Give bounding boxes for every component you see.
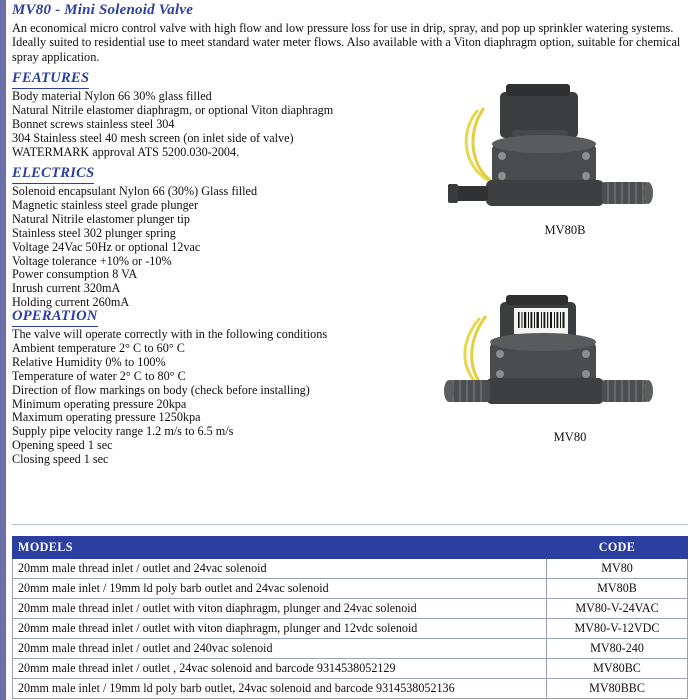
list-item: Minimum operating pressure 20kpa bbox=[12, 396, 187, 411]
table-row bbox=[13, 579, 688, 599]
list-item: Stainless steel 302 plunger spring bbox=[12, 225, 176, 240]
list-item: Voltage tolerance +10% or -10% bbox=[12, 253, 172, 268]
valve-illustration-mv80b bbox=[440, 70, 690, 230]
list-item: Direction of flow markings on body (check before installing) bbox=[12, 382, 310, 397]
cell-model: 20mm male thread inlet / outlet , 24vac solenoid and barcode 9314538052129 bbox=[13, 659, 547, 679]
valve-illustration-mv80 bbox=[440, 290, 690, 440]
cell-code: MV80B bbox=[547, 579, 688, 599]
cell-code: MV80BBC bbox=[547, 679, 688, 699]
list-item: Voltage 24Vac 50Hz or optional 12vac bbox=[12, 239, 201, 254]
table-row bbox=[13, 599, 688, 619]
product-photo-mv80 bbox=[440, 290, 690, 440]
divider bbox=[12, 524, 688, 525]
section-heading-electrics-label: ELECTRICS bbox=[12, 165, 94, 184]
cell-model: 20mm male thread inlet / outlet and 24vac solenoid bbox=[13, 559, 547, 579]
list-item: Supply pipe velocity range 1.2 m/s to 6.5 m/s bbox=[12, 424, 234, 439]
table-row bbox=[13, 659, 688, 679]
figure-caption-mv80b: MV80B bbox=[544, 223, 586, 237]
cell-code: MV80-V-24VAC bbox=[547, 599, 688, 619]
features-list bbox=[12, 90, 333, 160]
list-item: Closing speed 1 sec bbox=[12, 452, 109, 467]
list-item: Opening speed 1 sec bbox=[12, 438, 113, 453]
models-table bbox=[12, 536, 688, 699]
table-row bbox=[13, 619, 688, 639]
list-item: Maximum operating pressure 1250kpa bbox=[12, 410, 201, 425]
cell-code: MV80BC bbox=[547, 659, 688, 679]
section-heading-features bbox=[12, 70, 89, 89]
cell-model: 20mm male inlet / 19mm ld poly barb outlet and 24vac solenoid bbox=[13, 579, 547, 599]
list-item: The valve will operate correctly with in the following conditions bbox=[12, 327, 328, 341]
list-item: Solenoid encapsulant Nylon 66 (30%) Glass filled bbox=[12, 184, 258, 198]
column-header-models: MODELS bbox=[13, 537, 547, 559]
section-heading-electrics bbox=[12, 165, 94, 184]
intro-paragraph: An economical micro control valve with high flow and low pressure loss for use in drip, spray, and pop up sprinkler watering systems. Ideally suited to residential use to meet standard water meter flows. Also available with a Viton diaphragm option, suitable for chemical spray application. bbox=[12, 21, 681, 64]
section-heading-operation bbox=[12, 308, 98, 327]
cell-code: MV80-V-12VDC bbox=[547, 619, 688, 639]
list-item: Body material Nylon 66 30% glass filled bbox=[12, 89, 212, 103]
list-item: Natural Nitrile elastomer plunger tip bbox=[12, 211, 191, 226]
column-header-code: CODE bbox=[547, 537, 688, 559]
list-item: Holding current 260mA bbox=[12, 295, 130, 310]
list-item: WATERMARK approval ATS 5200.030-2004. bbox=[12, 144, 240, 159]
operation-list bbox=[12, 328, 327, 467]
list-item: Bonnet screws stainless steel 304 bbox=[12, 116, 175, 131]
cell-model: 20mm male thread inlet / outlet with viton diaphragm, plunger and 24vac solenoid bbox=[13, 599, 547, 619]
cell-model: 20mm male thread inlet / outlet with viton diaphragm, plunger and 12vdc solenoid bbox=[13, 619, 547, 639]
section-heading-features-label: FEATURES bbox=[12, 70, 89, 89]
list-item: Power consumption 8 VA bbox=[12, 267, 138, 282]
cell-model: 20mm male thread inlet / outlet and 240vac solenoid bbox=[13, 639, 547, 659]
list-item: Magnetic stainless steel grade plunger bbox=[12, 197, 199, 212]
list-item: Inrush current 320mA bbox=[12, 281, 121, 296]
section-heading-operation-label: OPERATION bbox=[12, 308, 98, 327]
list-item: Ambient temperature 2° C to 60° C bbox=[12, 340, 185, 355]
cell-code: MV80 bbox=[547, 559, 688, 579]
list-item: Temperature of water 2° C to 80° C bbox=[12, 368, 186, 383]
list-item: 304 Stainless steel 40 mesh screen (on inlet side of valve) bbox=[12, 130, 294, 145]
product-photo-mv80b bbox=[440, 70, 690, 230]
table-row bbox=[13, 679, 688, 699]
cell-code: MV80-240 bbox=[547, 639, 688, 659]
table-row bbox=[13, 639, 688, 659]
list-item: Natural Nitrile elastomer diaphragm, or optional Viton diaphragm bbox=[12, 102, 334, 117]
electrics-list bbox=[12, 185, 257, 310]
table-row bbox=[13, 559, 688, 579]
figure-caption-mv80: MV80 bbox=[553, 430, 587, 444]
table-header-row bbox=[13, 537, 688, 559]
page-title: MV80 - Mini Solenoid Valve bbox=[12, 2, 194, 18]
cell-model: 20mm male inlet / 19mm ld poly barb outlet, 24vac solenoid and barcode 9314538052136 bbox=[13, 679, 547, 699]
list-item: Relative Humidity 0% to 100% bbox=[12, 354, 166, 369]
